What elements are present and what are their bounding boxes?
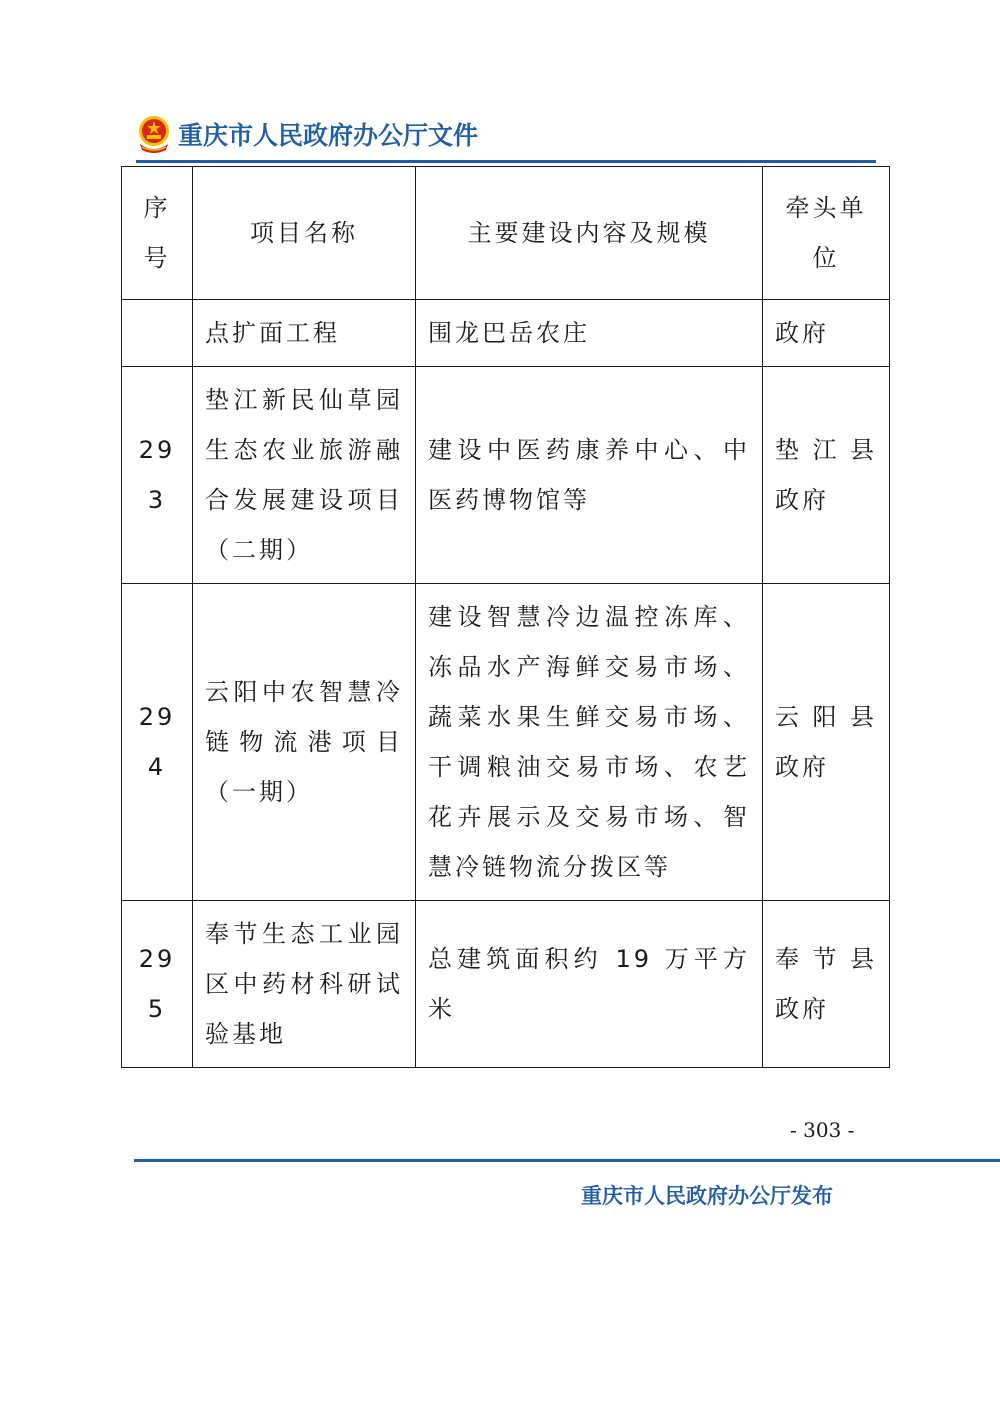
table-row [122, 367, 890, 584]
row-content: 围龙巴岳农庄 [416, 300, 763, 367]
page-number: - 303 - [790, 1118, 855, 1142]
table-header-row [122, 167, 890, 300]
row-lead-unit: 云阳县政府 [763, 584, 890, 901]
row-lead-unit: 垫江县政府 [763, 367, 890, 584]
table-row [122, 901, 890, 1068]
row-project-name: 云阳中农智慧冷链物流港项目（一期） [193, 584, 416, 901]
table-row [122, 584, 890, 901]
row-project-name: 垫江新民仙草园生态农业旅游融合发展建设项目（二期） [193, 367, 416, 584]
row-content: 总建筑面积约 19 万平方米 [416, 901, 763, 1068]
row-lead-unit: 奉节县政府 [763, 901, 890, 1068]
row-lead-unit: 政府 [763, 300, 890, 367]
column-header-number: 序号 [122, 167, 193, 300]
row-project-name: 奉节生态工业园区中药材科研试验基地 [193, 901, 416, 1068]
column-header-project-name: 项目名称 [193, 167, 416, 300]
row-number: 293 [122, 367, 193, 584]
document-header-title: 重庆市人民政府办公厅文件 [178, 121, 479, 150]
table-row [122, 300, 890, 367]
national-emblem-icon [136, 114, 172, 154]
project-table [121, 166, 890, 1068]
footer-publisher: 重庆市人民政府办公厅发布 [581, 1183, 833, 1208]
row-content: 建设中医药康养中心、中医药博物馆等 [416, 367, 763, 584]
footer-divider [134, 1159, 1000, 1162]
row-project-name: 点扩面工程 [193, 300, 416, 367]
row-number [122, 300, 193, 367]
header-divider [136, 160, 876, 163]
row-number: 295 [122, 901, 193, 1068]
column-header-content: 主要建设内容及规模 [416, 167, 763, 300]
column-header-lead-unit: 牵头单位 [763, 167, 890, 300]
row-number: 294 [122, 584, 193, 901]
document-header [136, 112, 478, 156]
row-content: 建设智慧冷边温控冻库、冻品水产海鲜交易市场、蔬菜水果生鲜交易市场、干调粮油交易市场、农艺花卉展示及交易市场、智慧冷链物流分拨区等 [416, 584, 763, 901]
